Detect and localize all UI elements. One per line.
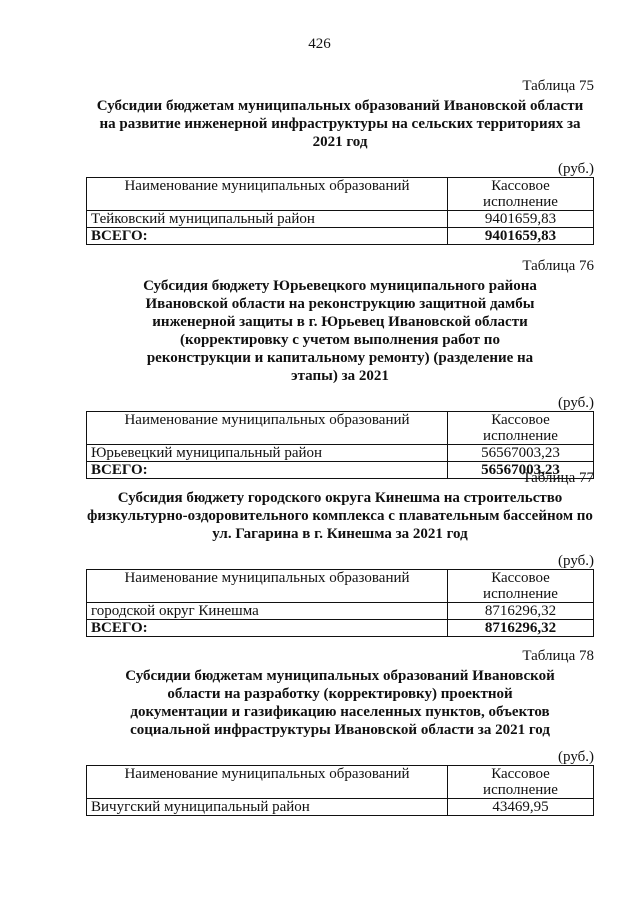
row-name: городской округ Кинешма bbox=[87, 603, 448, 620]
table-header-row bbox=[87, 412, 594, 445]
unit-label: (руб.) bbox=[558, 395, 594, 411]
column-header-value: Кассовое исполнение bbox=[448, 570, 594, 603]
data-table bbox=[86, 411, 594, 479]
total-value: 8716296,32 bbox=[448, 620, 594, 637]
data-table bbox=[86, 177, 594, 245]
column-header-name: Наименование муниципальных образований bbox=[87, 412, 448, 445]
table-row bbox=[87, 445, 594, 462]
page-number: 426 bbox=[308, 36, 331, 52]
table-row bbox=[87, 211, 594, 228]
table-75-section bbox=[86, 78, 594, 245]
column-header-name: Наименование муниципальных образований bbox=[87, 178, 448, 211]
data-table bbox=[86, 765, 594, 816]
column-header-value: Кассовое исполнение bbox=[448, 178, 594, 211]
data-table bbox=[86, 569, 594, 637]
column-header-value: Кассовое исполнение bbox=[448, 412, 594, 445]
row-name: Вичугский муниципальный район bbox=[87, 799, 448, 816]
row-name: Тейковский муниципальный район bbox=[87, 211, 448, 228]
table-77-section bbox=[86, 470, 594, 637]
table-label: Таблица 77 bbox=[522, 470, 594, 486]
total-label: ВСЕГО: bbox=[87, 462, 448, 479]
total-label: ВСЕГО: bbox=[87, 228, 448, 245]
total-value: 56567003,23 bbox=[448, 462, 594, 479]
table-title: Субсидия бюджету Юрьевецкого муниципального района Ивановской области на реконструкцию защитной дамбы инженерной защиты в г. Юрьевец Ивановской области (корректировку с учетом выполнения работ по реконструкции и капитальному ремонту) (разделение на этапы) за 2021 bbox=[143, 278, 537, 384]
unit-label: (руб.) bbox=[558, 553, 594, 569]
table-total-row bbox=[87, 228, 594, 245]
total-label: ВСЕГО: bbox=[87, 620, 448, 637]
table-total-row bbox=[87, 620, 594, 637]
table-header-row bbox=[87, 178, 594, 211]
row-name: Юрьевецкий муниципальный район bbox=[87, 445, 448, 462]
table-78-section bbox=[86, 648, 594, 816]
unit-label: (руб.) bbox=[558, 749, 594, 765]
row-value: 56567003,23 bbox=[448, 445, 594, 462]
total-value: 9401659,83 bbox=[448, 228, 594, 245]
column-header-value: Кассовое исполнение bbox=[448, 766, 594, 799]
column-header-name: Наименование муниципальных образований bbox=[87, 766, 448, 799]
table-title: Субсидии бюджетам муниципальных образований Ивановской области на развитие инженерной инфраструктуры на сельских территориях за 2021 год bbox=[96, 98, 584, 150]
row-value: 9401659,83 bbox=[448, 211, 594, 228]
row-value: 8716296,32 bbox=[448, 603, 594, 620]
table-row bbox=[87, 603, 594, 620]
table-76-section bbox=[86, 258, 594, 479]
table-label: Таблица 75 bbox=[522, 78, 594, 94]
table-label: Таблица 76 bbox=[522, 258, 594, 274]
column-header-name: Наименование муниципальных образований bbox=[87, 570, 448, 603]
table-header-row bbox=[87, 766, 594, 799]
table-title: Субсидия бюджету городского округа Кинешма на строительство физкультурно-оздоровительного комплекса с плавательным бассейном по ул. Гагарина в г. Кинешма за 2021 год bbox=[87, 490, 593, 542]
table-title: Субсидии бюджетам муниципальных образований Ивановской области на разработку (корректировку) проектной документации и газификацию населенных пунктов, объектов социальной инфраструктуры Ивановской области за 2021 год bbox=[125, 668, 555, 738]
table-label: Таблица 78 bbox=[522, 648, 594, 664]
table-row bbox=[87, 799, 594, 816]
unit-label: (руб.) bbox=[558, 161, 594, 177]
table-header-row bbox=[87, 570, 594, 603]
row-value: 43469,95 bbox=[448, 799, 594, 816]
